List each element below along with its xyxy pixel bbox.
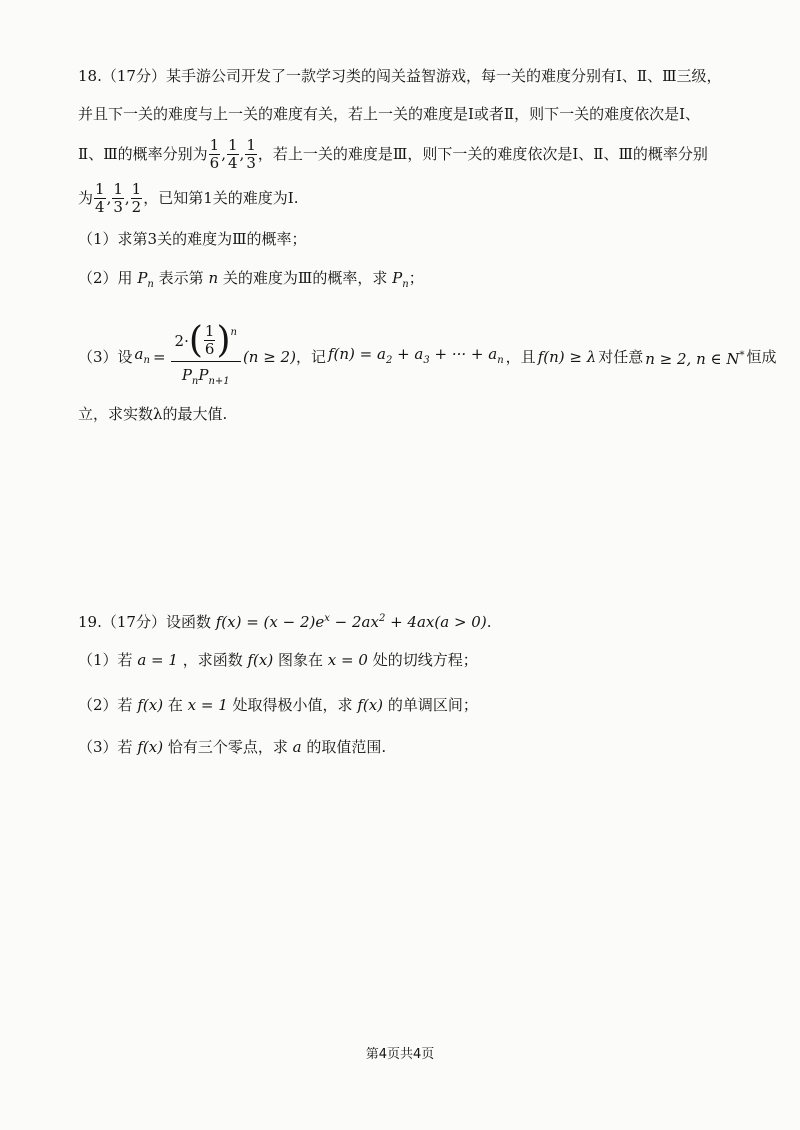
q18-part3-end: 立，求实数λ的最大值. [78,405,228,423]
fraction-1-3b: $\frac{1}{3}$ [113,179,123,216]
q19-part2: （2）若 f(x) 在 x = 1 处取得极小值，求 f(x) 的单调区间； [78,696,478,714]
a-n-fraction: 2· ( $\frac{1}{6}$ ) $^n$ $P_nP_{n+1}$ [171,323,241,392]
fraction-1-2b: $\frac{1}{2}$ [131,179,142,216]
q18-part1: （1）求第3关的难度为Ⅲ的概率； [78,230,307,248]
q19-part1: （1）若 a = 1 ，求函数 f(x) 图象在 x = 0 处的切线方程； [78,651,478,669]
fraction-1-4: $\frac{1}{4}$ [228,135,238,172]
q18-line3: Ⅱ、Ⅲ的概率分别为 $\frac{1}{6}$ , $\frac{1}{4}$ , $\frac{1}{3}$ ，若上一关的难度是Ⅲ，则下一关的难度依次是Ⅰ、Ⅱ、Ⅲ的概率分别 [78,135,708,172]
page-footer: 第4页共4页 [365,1047,435,1062]
q18-line4-text-a: 为 [78,189,94,207]
q19-part3: （3）若 f(x) 恰有三个零点，求 a 的取值范围. [78,738,387,756]
fraction-1-4b: $\frac{1}{4}$ [95,179,105,216]
q18-intro: 18.（17分）某手游公司开发了一款学习类的闯关益智游戏，每一关的难度分别有Ⅰ、Ⅱ、Ⅲ三级， [78,67,722,85]
fraction-1-6: $\frac{1}{6}$ [209,135,220,172]
q18-part3: （3）设 $a_n$ = 2· ( $\frac{1}{6}$ ) $^n$ $P_nP_{n+1}$ (n ≥ 2) ，记 $f(n) = a_2 + a_3$ + ··· + $a_n$ ，且 f(n) ≥ λ 对任意 n ≥ 2, n ∈ N* 恒成 [78,318,758,396]
q18-line3-text-a: Ⅱ、Ⅲ的概率分别为 [78,145,208,163]
q18-part2: （2）用 $P_n$ 表示第 n 关的难度为Ⅲ的概率，求 $P_n$； [78,269,424,290]
fraction-1-3: $\frac{1}{3}$ [246,135,256,172]
q18-line4-text-b: ，已知第1关的难度为Ⅰ. [143,189,299,207]
q18-line2: 并且下一关的难度与上一关的难度有关，若上一关的难度是Ⅰ或者Ⅱ，则下一关的难度依次是Ⅰ、 [78,105,701,123]
q18-line4: 为 $\frac{1}{4}$ , $\frac{1}{3}$ , $\frac{1}{2}$ ，已知第1关的难度为Ⅰ. [78,179,299,216]
q19-intro: 19.（17分）设函数 $f(x) = (x - 2)e^x - 2ax^2 + 4ax(a > 0)$. [78,613,492,631]
q18-line3-text-b: ，若上一关的难度是Ⅲ，则下一关的难度依次是Ⅰ、Ⅱ、Ⅲ的概率分别 [257,145,708,163]
